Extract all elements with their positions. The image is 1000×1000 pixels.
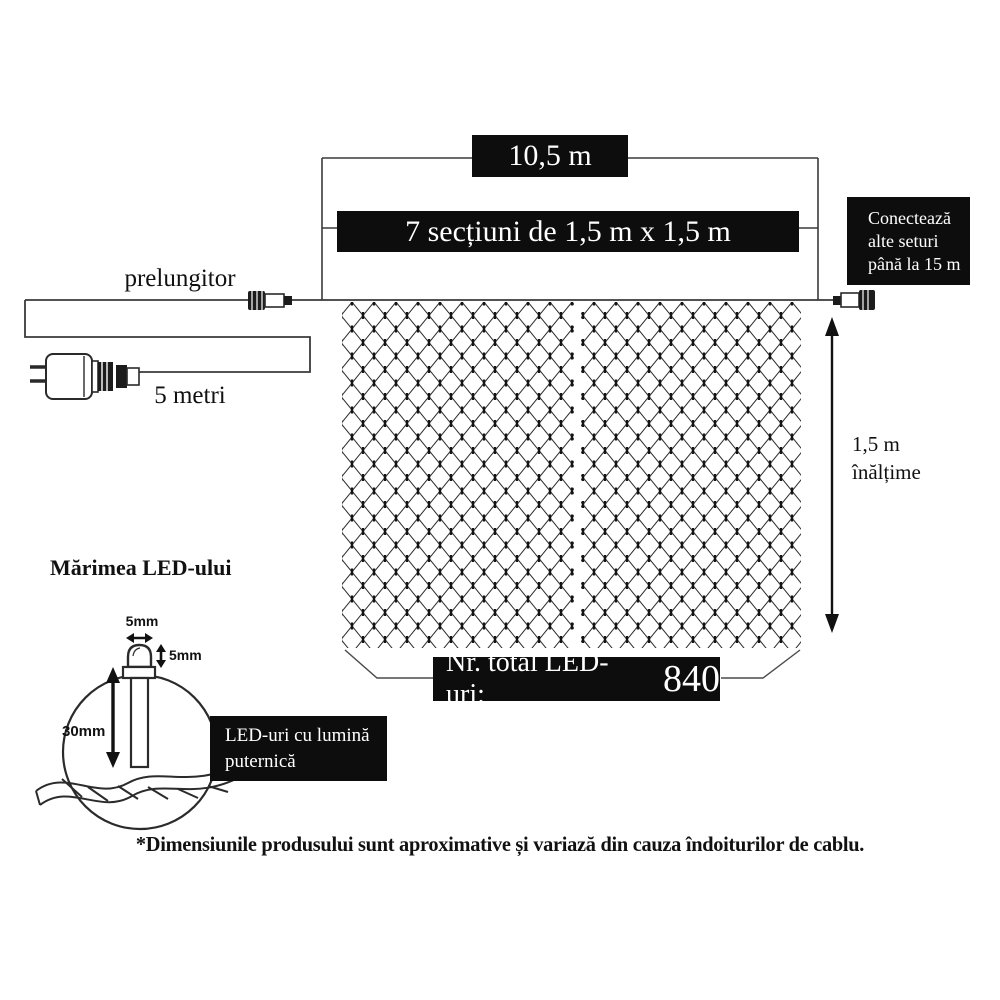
- height-label-line1: 1,5 m: [852, 432, 900, 456]
- cable-connector-right-icon: [833, 290, 875, 310]
- bright-leds-line2: puternică: [225, 750, 296, 772]
- disclaimer-text: *Dimensiunile produsului sunt aproximative și variază din cauza îndoiturilor de cablu.: [135, 832, 865, 856]
- net-mesh: [342, 302, 801, 648]
- width-dimension-label: 10,5 m: [508, 139, 592, 172]
- height-label-line2: înălțime: [852, 460, 921, 484]
- cable-connector-left-icon: [248, 291, 292, 310]
- connect-info-line3: până la 15 m: [868, 253, 961, 274]
- connect-info-line2: alte seturi: [868, 230, 939, 251]
- led-width-label: 5mm: [125, 613, 159, 629]
- sections-dimension-label: 7 secțiuni de 1,5 m x 1,5 m: [405, 214, 731, 248]
- extension-cord-label: prelungitor: [124, 265, 236, 292]
- width-dimension-box: [472, 135, 628, 177]
- cable-length-label: 5 metri: [154, 382, 226, 409]
- total-leds-value: 840: [663, 658, 720, 700]
- bright-leds-box: [210, 716, 387, 781]
- connect-info-box: [847, 197, 970, 285]
- bright-leds-line1: LED-uri cu lumină: [225, 724, 370, 746]
- height-label: [852, 430, 921, 486]
- led-tip-height-label: 5mm: [169, 647, 202, 663]
- sections-dimension-box: [337, 211, 799, 252]
- led-body-length-label: 30mm: [62, 723, 106, 740]
- height-arrow: [825, 317, 839, 633]
- led-size-title: Mărimea LED-ului: [50, 555, 232, 580]
- total-leds-label: Nr. total LED-uri:: [446, 647, 609, 710]
- connect-info-line1: Conectează: [868, 207, 951, 228]
- power-plug-icon: [30, 354, 139, 399]
- total-leds-box: [433, 647, 720, 710]
